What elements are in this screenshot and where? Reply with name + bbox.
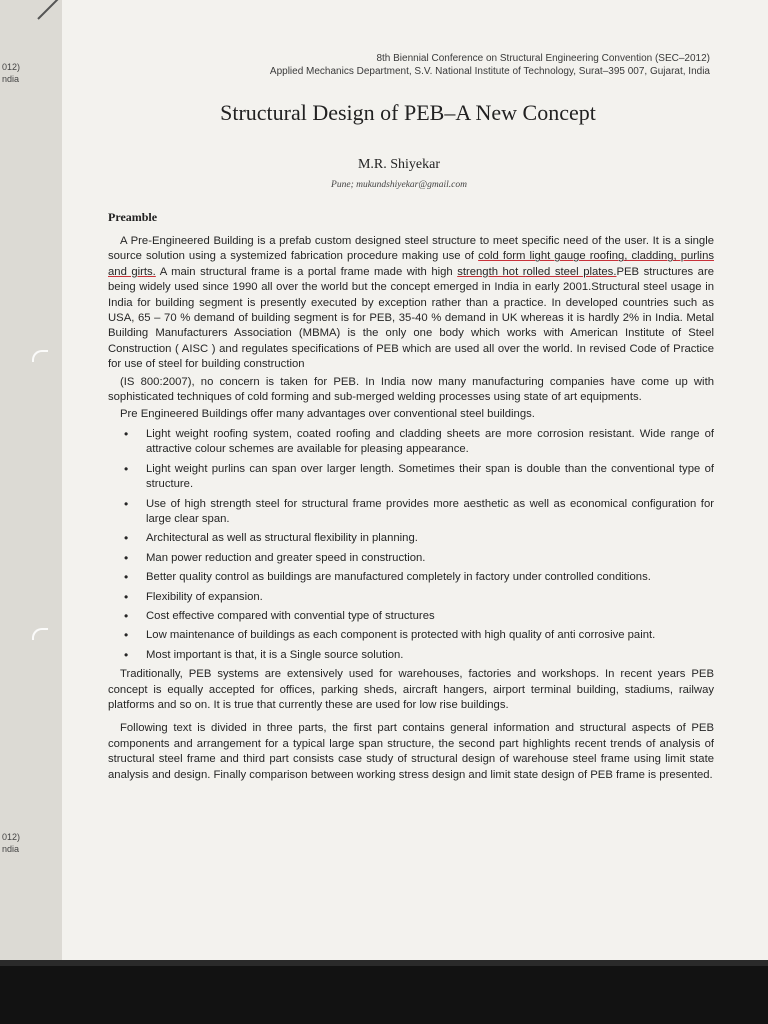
margin-fragment: 012) <box>2 832 21 842</box>
list-item: • Flexibility of expansion. <box>138 590 714 605</box>
conference-department: Applied Mechanics Department, S.V. National Institute of Technology, Surat–395 007, Gujarat, India <box>269 66 710 77</box>
paragraph-5: Following text is divided in three parts, the first part contains general information and structural aspects of PEB components and arrangement for a typical large span structure, the second part highlights recent trends of analysis of structural steel frame and third part consists case study of structural design of warehouse steel frame using limit state analysis and design. Finally comparison between working stress design and limit state design of PEB frame is presented. <box>108 722 714 781</box>
conference-header <box>270 52 710 78</box>
list-item: • Man power reduction and greater speed in construction. <box>138 551 714 566</box>
list-item: • Architectural as well as structural flexibility in planning. <box>138 531 714 546</box>
paper-body <box>108 234 714 784</box>
para1-text: A Pre-Engineered Building is a prefab custom designed steel structure to meet specific need of the user. It is a single source solution using a systemized fabrication procedure making use of <box>108 235 714 263</box>
margin-fragment: ndia <box>2 844 20 854</box>
handwritten-underline-text: strength hot rolled steel plates. <box>457 265 617 278</box>
paper-title: Structural Design of PEB–A New Concept <box>220 100 596 125</box>
list-item: • Better quality control as buildings are manufactured completely in factory under controlled conditions. <box>138 570 714 585</box>
page-curl-mark <box>32 628 48 640</box>
paragraph-3: Pre Engineered Buildings offer many advantages over conventional steel buildings. <box>120 408 535 421</box>
author-affiliation: Pune; mukundshiyekar@gmail.com <box>331 180 467 190</box>
section-heading: Preamble <box>108 210 158 224</box>
list-item: • Light weight purlins can span over larger length. Sometimes their span is double than the conventional type of structure. <box>138 462 714 493</box>
handwritten-underline-text: cold form light gauge roofing, cladding, purlins and girts. <box>108 250 714 278</box>
paper-author: M.R. Shiyekar <box>357 157 441 172</box>
conference-name: 8th Biennial Conference on Structural Engineering Convention (SEC–2012) <box>376 53 710 64</box>
advantages-list <box>108 427 714 663</box>
margin-fragment: 012) <box>2 62 21 72</box>
list-item: • Most important is that, it is a Single source solution. <box>138 648 714 663</box>
para1-text: PEB structures are being widely used since 1990 all over the world but the concept emerged in India in early 2001.Structural steel usage in India for building segment is presently executed by exception rather than a practice. In developed countries such as USA, 65 – 70 % demand of building segment is for PEB, 35-40 % demand in UK whereas it is hardly 2% in India. Metal Building Manufacturers Association (MBMA) is the only one body which works with American Institute of Steel Construction ( AISC ) and regulates specifications of PEB which are used all over the world. In revised Code of Practice for use of steel for building construction <box>108 265 715 371</box>
margin-fragment: ndia <box>2 74 20 84</box>
scanner-edge-strip <box>0 960 768 966</box>
list-item: • Low maintenance of buildings as each component is protected with high quality of anti corrosive paint. <box>138 628 714 643</box>
paragraph-4: Traditionally, PEB systems are extensively used for warehouses, factories and workshops. In recent years PEB concept is equally accepted for offices, parking sheds, aircraft hangers, airport terminal building, stadiums, railway platforms and so on. It is true that currently these are used for low rise buildings. <box>108 668 714 711</box>
para1-text: A main structural frame is a portal frame made with high <box>155 265 458 278</box>
paragraph-1 <box>108 234 714 373</box>
list-item: • Cost effective compared with convential type of structures <box>138 609 714 624</box>
pen-mark <box>37 0 60 20</box>
paragraph-2: (IS 800:2007), no concern is taken for PEB. In India now many manufacturing companies have come up with sophisticated techniques of cold forming and sub-merged welding processes using state of art equipments. <box>108 375 714 404</box>
list-item: • Use of high strength steel for structural frame provides more aesthetic as well as economical configuration for large clear span. <box>138 497 714 528</box>
document-page <box>62 0 768 960</box>
previous-page-edge <box>0 0 63 960</box>
scanner-bottom-edge <box>0 960 768 1024</box>
list-item: • Light weight roofing system, coated roofing and cladding sheets are more corrosion resistant. Wide range of attractive colour schemes are available for pleasing appearance. <box>138 427 714 458</box>
page-curl-mark <box>32 350 48 362</box>
